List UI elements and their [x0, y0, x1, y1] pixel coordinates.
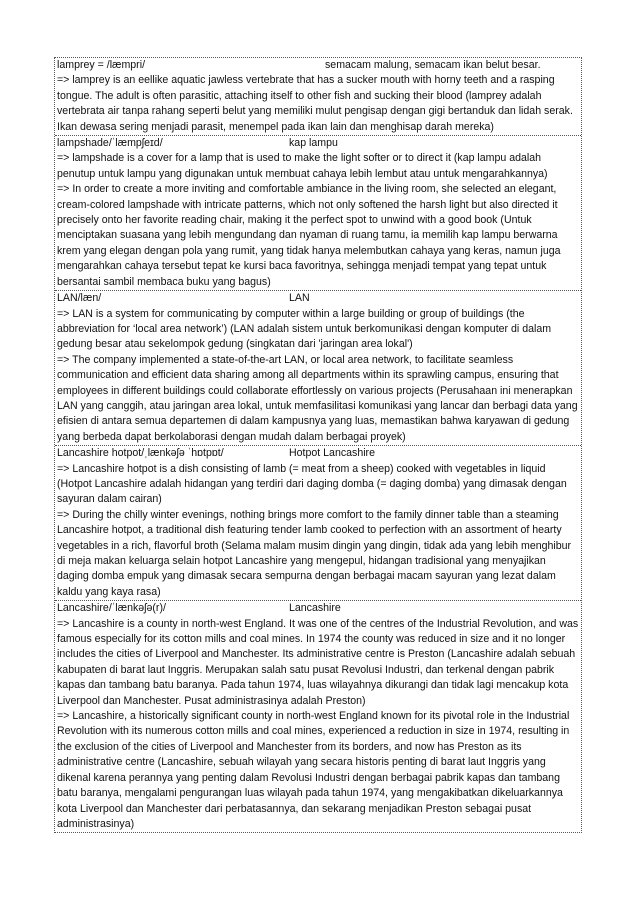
headword: lampshade/ˈlæmpʃeɪd/: [57, 137, 163, 150]
headword: Lancashire/ˈlænkəʃə(r)/: [57, 602, 166, 615]
entry-lancashire-hotpot: [55, 445, 581, 600]
entry-header: [57, 601, 579, 616]
entry-lancashire: [55, 600, 581, 832]
meaning: Hotpot Lancashire: [289, 447, 375, 460]
example-paragraph: => In order to create a more inviting and comfortable ambiance in the living room, she selected an elegant, cream-colored lampshade with intricate patterns, which not only softened the harsh light but also directed it precisely onto her favorite reading chair, making it the perfect spot to unwind with a good book (Untuk menciptakan suasana yang lebih mengundang dan nyaman di ruang tamu, ia memilih kap lampu berwarna krem yang elegan dengan pola yang rumit, yang tidak hanya melembutkan cahaya yang keras, namun juga mengarahkan cahaya tersebut tepat ke kursi baca favoritnya, sehingga menjadi tempat yang tepat untuk bersantai sambil membaca buku yang bagus): [57, 183, 561, 288]
meaning: LAN: [289, 292, 310, 305]
entry-lan: [55, 290, 581, 445]
headword: Lancashire hotpot/ˌlænkəʃə ˈhɒtpɒt/: [57, 447, 224, 460]
definition-paragraph: => lamprey is an eellike aquatic jawless vertebrate that has a sucker mouth with horny teeth and a rasping tongue. The adult is often parasitic, attaching itself to other fish and sucking their blood (lamprey adalah vertebrata air tanpa rahang seperti belut yang memiliki mulut pengisap dengan gigi bertanduk dan lidah serak. Ikan dewasa sering menjadi parasit, menempel pada ikan lain dan menghisap darah mereka): [57, 74, 573, 133]
entry-lampshade: [55, 135, 581, 290]
dictionary-entries: [54, 57, 582, 833]
definition-paragraph: => LAN is a system for communicating by computer within a large building or group of buildings (the abbreviation for ‘local area network’) (LAN adalah sistem untuk berkomunikasi dengan komputer di dalam gedung besar atau sekelompok gedung (singkatan dari 'jaringan area lokal'): [57, 307, 552, 351]
entry-header: [57, 446, 579, 461]
entry-header: [57, 58, 579, 73]
headword: LAN/læn/: [57, 292, 102, 305]
definition-paragraph: => lampshade is a cover for a lamp that is used to make the light softer or to direct it (kap lampu adalah penutup untuk lampu yang digunakan untuk membuat cahaya lebih lembut atau untuk mengarahkannya): [57, 152, 548, 180]
entry-header: [57, 291, 579, 306]
meaning: Lancashire: [289, 602, 341, 615]
entry-lamprey: [55, 58, 581, 135]
example-paragraph: => During the chilly winter evenings, nothing brings more comfort to the family dinner table than a steaming Lancashire hotpot, a traditional dish featuring tender lamb cooked to perfection with an assortment of hearty vegetables in a rich, flavorful broth (Selama malam musim dingin yang dingin, tidak ada yang lebih menghibur di meja makan keluarga selain hotpot Lancashire yang mengepul, hidangan tradisional yang menyajikan daging domba empuk yang dimasak secara sempurna dengan berbagai macam sayuran yang lezat dalam kaldu yang kaya rasa): [57, 508, 572, 598]
meaning: kap lampu: [289, 137, 338, 150]
entry-header: [57, 136, 579, 151]
example-paragraph: => The company implemented a state-of-the-art LAN, or local area network, to facilitate seamless communication and efficient data sharing among all departments within its sprawling campus, ensuring that employees in different buildings could collaborate effortlessly on various projects (Perusahaan ini menerapkan LAN yang canggih, atau jaringan area lokal, untuk memfasilitasi komunikasi yang lancar dan berbagi data yang efisien di antara semua departemen di dalam kampusnya yang luas, memastikan bahwa karyawan di gedung yang berbeda dapat berkolaborasi dengan mudah dalam berbagai proyek): [57, 353, 578, 443]
meaning: semacam malung, semacam ikan belut besar.: [325, 59, 541, 71]
definition-paragraph: => Lancashire hotpot is a dish consisting of lamb (= meat from a sheep) cooked with vegetables in liquid (Hotpot Lancashire adalah hidangan yang terdiri dari daging domba (= daging domba) yang dimasak dengan sayuran dalam cairan): [57, 462, 567, 506]
definition-paragraph: => Lancashire is a county in north-west England. It was one of the centres of the Industrial Revolution, and was famous especially for its cotton mills and coal mines. In 1974 the county was reduced in size and it no longer includes the cities of Liverpool and Manchester. Its administrative centre is Preston (Lancashire adalah sebuah kabupaten di barat laut Inggris. Merupakan salah satu pusat Revolusi Industri, dan terkenal dengan pabrik kapas dan tambang batu baranya. Pada tahun 1974, luas wilayahnya dikurangi dan tidak lagi mencakup kota Liverpool dan Manchester. Pusat administrasinya adalah Preston): [57, 617, 579, 707]
headword: lamprey = /læmpri/: [57, 59, 146, 71]
example-paragraph: => Lancashire, a historically significant county in north-west England known for its pivotal role in the Industrial Revolution with its numerous cotton mills and coal mines, experienced a reduction in size in 1974, resulting in the exclusion of the cities of Liverpool and Manchester from its borders, and now has Preston as its administrative centre (Lancashire, sebuah wilayah yang secara historis penting di barat laut Inggris yang dikenal karena perannya yang penting dalam Revolusi Industri dengan berbagai pabrik kapas dan tambang batu baranya, mengalami pengurangan luas wilayah pada tahun 1974, yang mengakibatkan dikeluarkannya kota Liverpool dan Manchester dari perbatasannya, dan sekarang menjadikan Preston sebagai pusat administrasinya): [57, 710, 570, 830]
